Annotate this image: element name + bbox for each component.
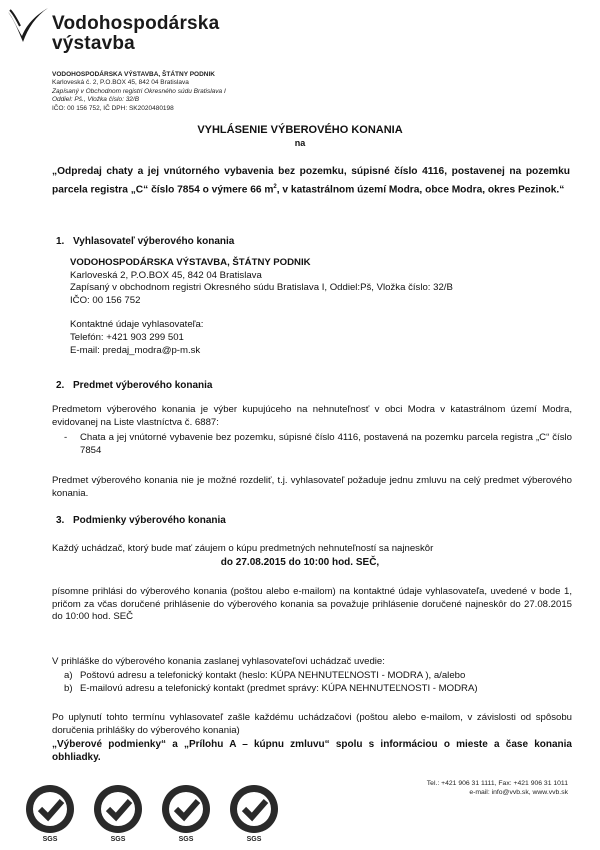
certification-seal-icon (90, 783, 146, 843)
section-3-item-a: Poštovú adresu a telefonický kontakt (heslo: KÚPA NEHNUTEĽNOSTI - MODRA ), a/alebo (80, 670, 466, 681)
section-3-para-1: Každý uchádzač, ktorý bude mať záujem o kúpu predmetných nehnuteľností sa najneskôr (52, 543, 434, 554)
section-3-title: Podmienky výberového konania (73, 515, 226, 526)
section-1-number: 1. (56, 236, 65, 247)
certification-seals (22, 783, 312, 843)
footer-email-web: e-mail: info@vvb.sk, www.vvb.sk (469, 789, 568, 796)
logo-line-1: Vodohospodárska (52, 13, 220, 34)
section-3-para-2: písomne prihlási do výberového konania (poštou alebo e-mailom) na kontaktné údaje vyhlasovateľa, uvedené v bode 1, pričom za včas doručené prihlásenie do výberového konania sa považuje prihlásenie doručené najneskôr do 27.08.2015 do 10:00 hod. SEČ (52, 586, 572, 623)
section-3-deadline: do 27.08.2015 do 10:00 hod. SEČ, (220, 557, 380, 568)
org-name: VODOHOSPODÁRSKA VÝSTAVBA, ŠTÁTNY PODNIK (70, 257, 311, 268)
document-subject (52, 165, 570, 197)
contact-phone: Telefón: +421 903 299 501 (70, 331, 184, 343)
footer-phone-fax: Tel.: +421 906 31 1111, Fax: +421 906 31 1011 (426, 780, 568, 787)
section-2-title: Predmet výberového konania (73, 380, 213, 391)
company-name-small: VODOHOSPODÁRSKA VÝSTAVBA, ŠTÁTNY PODNIK (52, 71, 215, 78)
subject-superscript: 2 (273, 183, 277, 190)
contact-heading: Kontaktné údaje vyhlasovateľa: (70, 319, 204, 331)
contact-email: E-mail: predaj_modra@p-m.sk (70, 344, 201, 356)
list-item (52, 683, 572, 696)
section-3-para-4: Po uplynutí tohto termínu vyhlasovateľ zašle každému uchádzačovi (poštou alebo e-mailom, v závislosti od spôsobu doručenia prihlášky do výberového konania) (52, 712, 572, 736)
certification-seal-icon (158, 783, 214, 843)
certification-seal-icon (22, 783, 78, 843)
company-register-line-2: Oddiel: Pš., Vložka číslo: 32/B (52, 96, 140, 104)
bullet-marker: - (64, 432, 68, 443)
section-3-list (52, 670, 572, 695)
org-ico: IČO: 00 156 752 (70, 294, 141, 306)
section-2-bullet-1: Chata a jej vnútorné vybavenie bez pozemku, súpisné číslo 4116, postavená na pozemku parcela registra „C“ číslo 7854 (80, 432, 572, 456)
section-2-para-1: Predmetom výberového konania je výber kupujúceho na nehnuteľnosť v obci Modra v katastrálnom území Modra, evidovanej na Liste vlastníctva č. 6887: (52, 404, 572, 428)
item-b-marker: b) (64, 682, 73, 694)
certification-seal-icon (226, 783, 282, 843)
section-3-item-b: E-mailovú adresu a telefonický kontakt (predmet správy: KÚPA NEHNUTEĽNOSTI - MODRA) (80, 682, 478, 694)
company-info-block (52, 71, 226, 113)
org-register: Zapísaný v obchodnom registri Okresného súdu Bratislava I, Oddiel:Pš, Vložka číslo: 32/B (70, 282, 453, 294)
section-2-list (52, 432, 572, 457)
section-2-number: 2. (56, 380, 65, 391)
logo-line-2: výstavba (52, 33, 135, 54)
item-a-marker: a) (64, 670, 73, 681)
list-item (52, 670, 572, 683)
company-register-line-1: Zapísaný v Obchodnom registri Okresného súdu Bratislava I (52, 87, 226, 95)
section-3-heading (56, 515, 226, 526)
seal-sgs-label: SGS (110, 836, 126, 843)
section-1-title: Vyhlasovateľ výberového konania (73, 236, 235, 247)
section-3-para-3: V prihláške do výberového konania zaslanej vyhlasovateľovi uchádzač uvedie: (52, 656, 385, 667)
list-item (52, 432, 572, 457)
section-3-number: 3. (56, 515, 65, 526)
seal-sgs-label: SGS (42, 836, 58, 843)
section-1-body (70, 257, 453, 357)
subject-part-2: , v katastrálnom území Modra, obce Modra, okres Pezinok.“ (276, 183, 565, 195)
subject-part-1: „Odpredaj chaty a jej vnútorného vybavenia bez pozemku, súpisné číslo 4116, postavenej na pozemku parcela registra „C“ číslo 7854 o výmere 66 m (52, 166, 570, 195)
footer-contact (427, 779, 568, 797)
section-2-heading (56, 380, 213, 391)
seal-sgs-label: SGS (178, 836, 194, 843)
company-ids: IČO: 00 156 752, IČ DPH: SK2020480198 (52, 104, 174, 112)
document-title-na: na (294, 138, 306, 148)
document-title: VYHLÁSENIE VÝBEROVÉHO KONANIA (197, 124, 403, 136)
company-logo-text (52, 14, 219, 54)
seal-sgs-label: SGS (246, 836, 262, 843)
company-logo-mark (6, 6, 50, 46)
org-address: Karloveská 2, P.O.BOX 45, 842 04 Bratislava (70, 269, 262, 281)
section-1-heading (56, 236, 234, 247)
section-2-para-2: Predmet výberového konania nie je možné rozdeliť, t.j. vyhlasovateľ požaduje jednu zmluvu na celý predmet výberového konania. (52, 475, 572, 499)
section-3-para-5: „Výberové podmienky“ a „Prílohu A – kúpnu zmluvu“ spolu s informáciou o mieste a čase konania obhliadky. (52, 739, 572, 763)
company-address-small: Karloveská č. 2, P.O.BOX 45, 842 04 Bratislava (52, 79, 189, 87)
